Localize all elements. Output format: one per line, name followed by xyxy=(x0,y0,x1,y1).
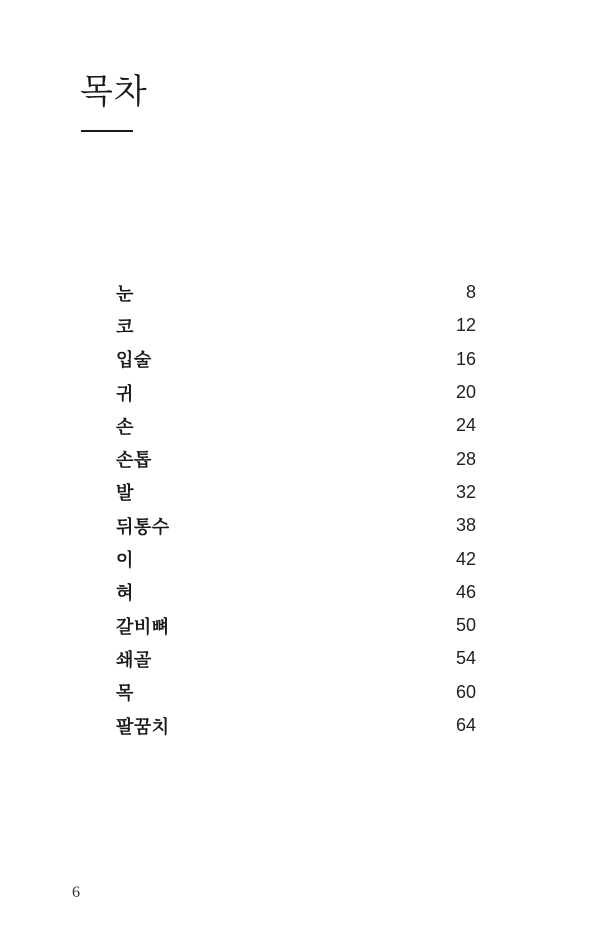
toc-entry-label: 귀 xyxy=(116,383,134,405)
toc-entry-label: 쇄골 xyxy=(116,649,152,671)
toc-entry[interactable] xyxy=(116,476,476,509)
toc-entry[interactable] xyxy=(116,542,476,575)
toc-entry-label: 뒤통수 xyxy=(116,516,170,538)
toc-entry-label: 눈 xyxy=(116,283,134,305)
toc-entry-page: 38 xyxy=(455,515,476,536)
toc-entry-label: 목 xyxy=(116,683,134,705)
toc-entry[interactable] xyxy=(116,376,476,409)
toc-entry[interactable] xyxy=(116,309,476,342)
toc-entry-label: 코 xyxy=(116,316,134,338)
toc-entry-label: 팔꿈치 xyxy=(116,716,170,738)
toc-entry-page: 50 xyxy=(455,615,476,636)
toc-entry[interactable] xyxy=(116,276,476,309)
toc-entry-page: 54 xyxy=(455,648,476,669)
page-number: 6 xyxy=(72,884,80,901)
title-underline xyxy=(81,130,133,132)
toc-entry[interactable] xyxy=(116,609,476,642)
toc-entry-label: 혀 xyxy=(116,583,134,605)
toc-entry-page: 46 xyxy=(455,581,476,602)
toc-entry-page: 42 xyxy=(455,548,476,569)
toc-entry-page: 64 xyxy=(455,715,476,735)
toc-entry-label: 이 xyxy=(116,550,134,572)
toc-entry-label: 입술 xyxy=(116,350,152,372)
table-of-contents xyxy=(116,276,476,742)
toc-entry-page: 8 xyxy=(465,282,476,303)
toc-entry-label: 갈비뼈 xyxy=(116,616,170,638)
page-title: 목차 xyxy=(80,72,148,112)
toc-entry[interactable] xyxy=(116,642,476,675)
toc-entry[interactable] xyxy=(116,676,476,709)
toc-entry[interactable] xyxy=(116,343,476,376)
toc-entry-label: 손 xyxy=(116,416,134,438)
toc-entry-page: 32 xyxy=(455,481,476,502)
toc-entry-page: 28 xyxy=(455,448,476,469)
toc-entry[interactable] xyxy=(116,509,476,542)
toc-entry[interactable] xyxy=(116,442,476,475)
toc-entry[interactable] xyxy=(116,576,476,609)
toc-entry-page: 20 xyxy=(455,382,476,403)
toc-entry-page: 60 xyxy=(455,681,476,702)
toc-entry-label: 발 xyxy=(116,483,134,505)
toc-entry-page: 12 xyxy=(455,315,476,336)
toc-entry[interactable] xyxy=(116,409,476,442)
toc-entry[interactable] xyxy=(116,709,476,742)
toc-entry-page: 24 xyxy=(455,415,476,436)
toc-entry-page: 16 xyxy=(455,348,476,369)
toc-entry-label: 손톱 xyxy=(116,450,152,472)
